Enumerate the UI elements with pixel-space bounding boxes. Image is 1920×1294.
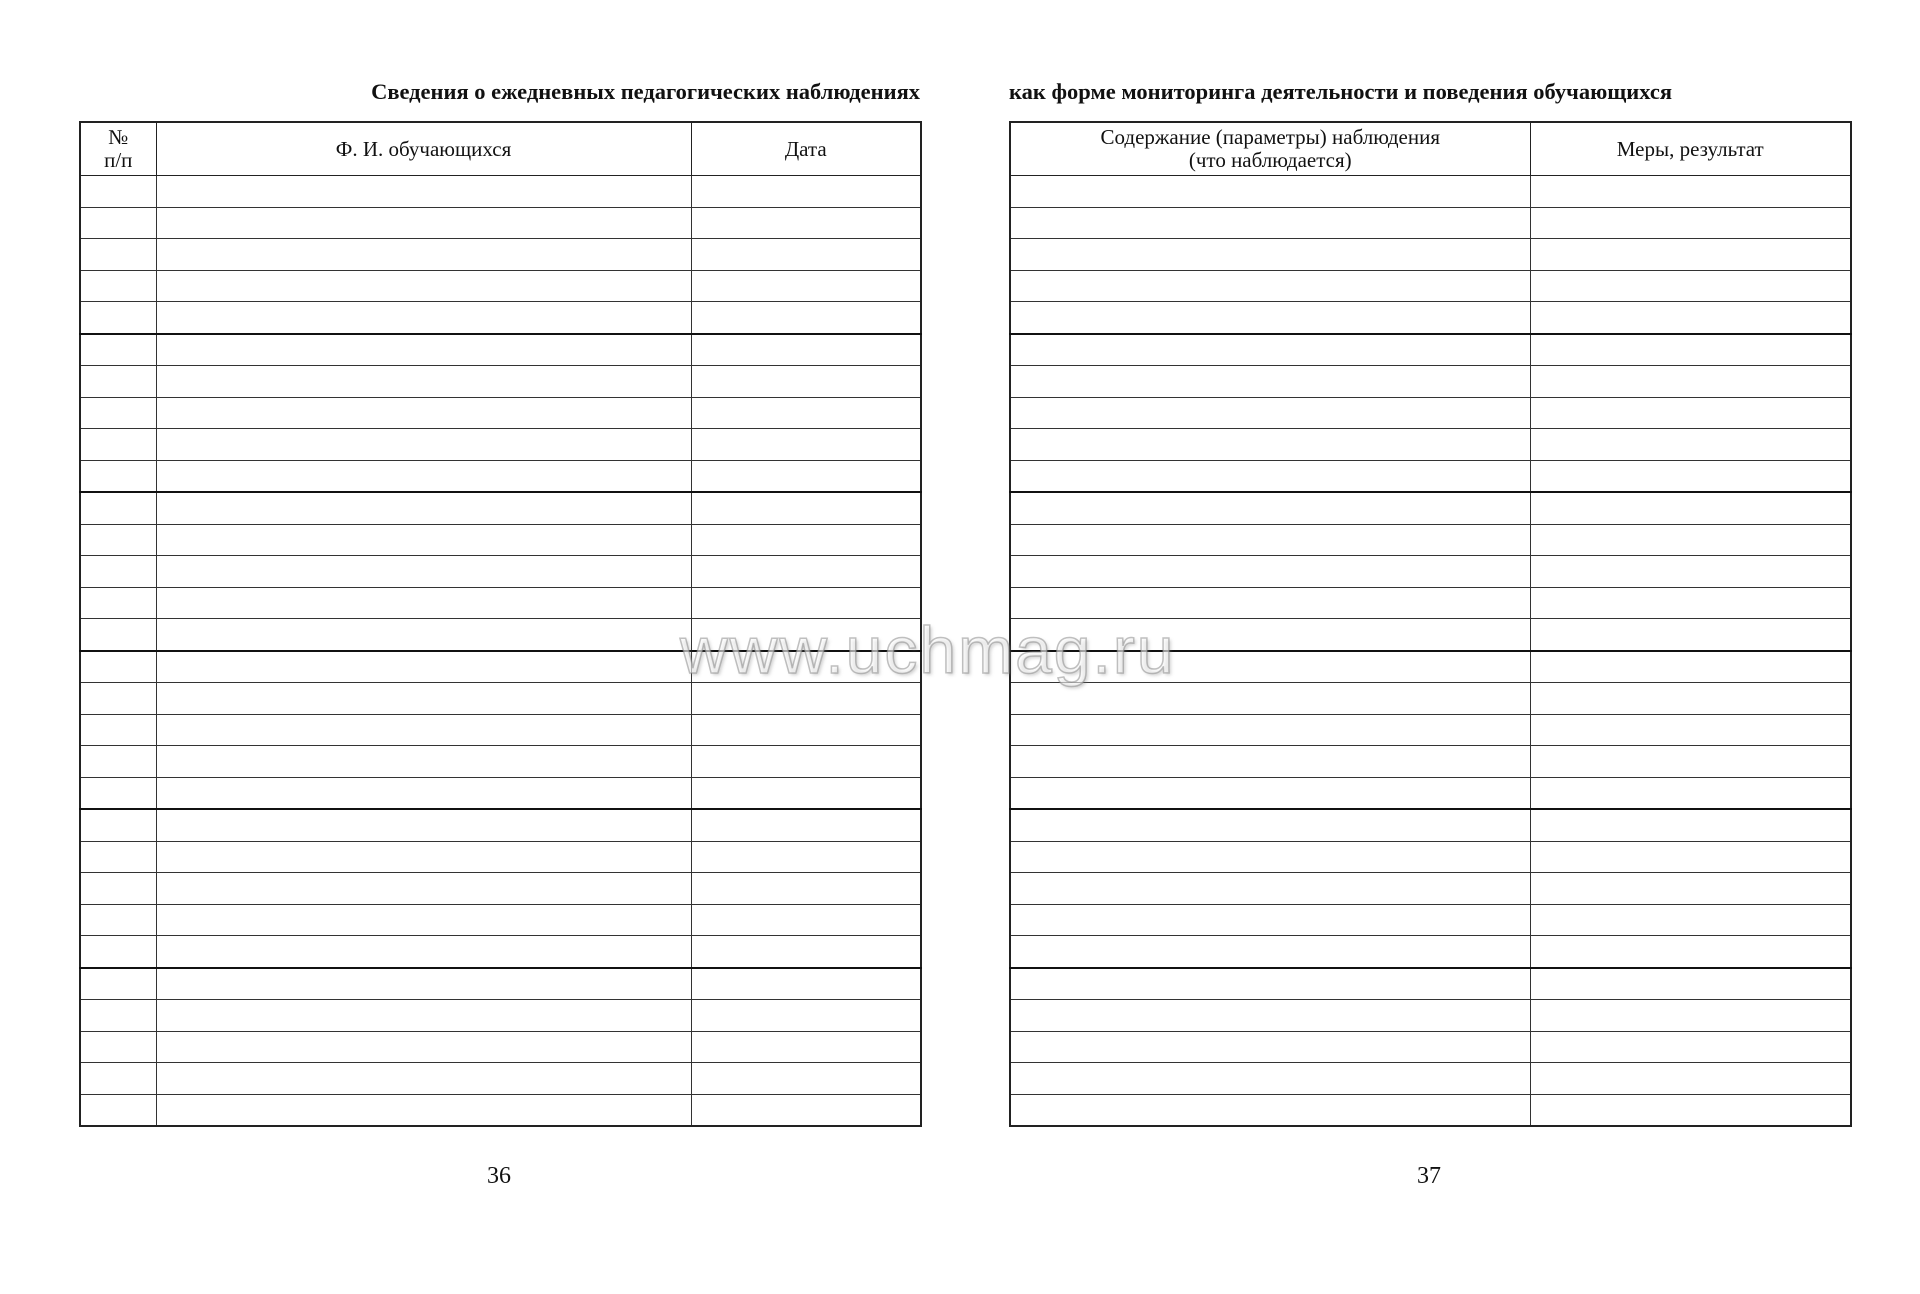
left-table-cell: [156, 714, 691, 746]
table-row: [1010, 556, 1851, 588]
table-row: [80, 968, 921, 1000]
right-table-cell: [1010, 746, 1530, 778]
table-row: [80, 619, 921, 651]
left-table-cell: [80, 651, 156, 683]
table-header-row: [80, 122, 921, 176]
left-table-cell: [80, 397, 156, 429]
table-row: [80, 904, 921, 936]
left-table-cell: [691, 841, 921, 873]
right-table-cell: [1010, 873, 1530, 905]
left-table-cell: [80, 1094, 156, 1126]
left-table-cell: [80, 936, 156, 968]
right-table-cell: [1530, 492, 1851, 524]
left-table-cell: [691, 460, 921, 492]
table-row: [1010, 1000, 1851, 1032]
left-table-cell: [80, 270, 156, 302]
left-table-cell: [156, 334, 691, 366]
left-table-cell: [691, 587, 921, 619]
table-header-row: [1010, 122, 1851, 176]
left-table-cell: [691, 746, 921, 778]
left-table-cell: [80, 1063, 156, 1095]
table-row: [1010, 1031, 1851, 1063]
left-table-cell: [80, 1031, 156, 1063]
right-table-cell: [1530, 746, 1851, 778]
left-table-cell: [80, 366, 156, 398]
table-row: [80, 746, 921, 778]
left-table-cell: [691, 429, 921, 461]
left-table-cell: [691, 651, 921, 683]
table-row: [1010, 460, 1851, 492]
table-row: [1010, 397, 1851, 429]
column-header-observation-content: [1010, 122, 1530, 176]
right-table-cell: [1010, 683, 1530, 715]
table-row: [80, 1063, 921, 1095]
right-table-cell: [1010, 651, 1530, 683]
left-table-cell: [80, 302, 156, 334]
left-table-cell: [691, 239, 921, 271]
left-table-cell: [156, 968, 691, 1000]
right-table-cell: [1010, 207, 1530, 239]
right-table-cell: [1530, 777, 1851, 809]
table-row: [80, 1000, 921, 1032]
right-table-cell: [1010, 429, 1530, 461]
left-table-cell: [156, 524, 691, 556]
column-header-date: [691, 122, 921, 176]
left-table-cell: [691, 904, 921, 936]
left-table-cell: [691, 809, 921, 841]
column-header-number-label: № п/п: [104, 125, 133, 172]
table-row: [1010, 366, 1851, 398]
right-table-cell: [1530, 809, 1851, 841]
table-row: [1010, 270, 1851, 302]
left-table-cell: [80, 524, 156, 556]
left-table-cell: [691, 492, 921, 524]
right-table-cell: [1010, 334, 1530, 366]
table-row: [80, 556, 921, 588]
left-table-cell: [156, 239, 691, 271]
right-table-cell: [1010, 936, 1530, 968]
right-table-cell: [1010, 1031, 1530, 1063]
right-table-cell: [1010, 556, 1530, 588]
left-table-cell: [80, 239, 156, 271]
column-header-measures-result: [1530, 122, 1851, 176]
right-table-cell: [1530, 1031, 1851, 1063]
table-row: [1010, 1094, 1851, 1126]
left-table-cell: [80, 873, 156, 905]
right-table-cell: [1530, 936, 1851, 968]
right-table-cell: [1530, 429, 1851, 461]
left-table-cell: [156, 873, 691, 905]
left-table-cell: [156, 1031, 691, 1063]
table-row: [80, 841, 921, 873]
right-table-cell: [1010, 239, 1530, 271]
table-row: [80, 651, 921, 683]
right-table-cell: [1530, 904, 1851, 936]
left-table-cell: [80, 207, 156, 239]
table-row: [1010, 429, 1851, 461]
right-table-cell: [1530, 366, 1851, 398]
left-table-cell: [691, 683, 921, 715]
left-table-cell: [691, 556, 921, 588]
right-table-cell: [1010, 1094, 1530, 1126]
right-page-title: как форме мониторинга деятельности и поведения обучающихся: [1009, 79, 1673, 104]
left-table-cell: [691, 1094, 921, 1126]
left-table-cell: [156, 809, 691, 841]
table-row: [80, 397, 921, 429]
left-table-cell: [80, 904, 156, 936]
table-row: [80, 1031, 921, 1063]
table-row: [1010, 239, 1851, 271]
left-table-cell: [156, 683, 691, 715]
table-row: [80, 366, 921, 398]
left-table-cell: [691, 397, 921, 429]
right-table-cell: [1010, 587, 1530, 619]
left-table-cell: [80, 714, 156, 746]
table-row: [80, 936, 921, 968]
right-table-cell: [1530, 683, 1851, 715]
table-row: [80, 176, 921, 208]
left-table-cell: [691, 207, 921, 239]
right-table-cell: [1010, 524, 1530, 556]
right-table-cell: [1530, 270, 1851, 302]
left-table-cell: [156, 777, 691, 809]
table-row: [80, 429, 921, 461]
table-body-left: [80, 176, 921, 1127]
right-table-cell: [1010, 841, 1530, 873]
left-table-cell: [156, 366, 691, 398]
table-row: [1010, 176, 1851, 208]
table-row: [1010, 1063, 1851, 1095]
table-row: [1010, 746, 1851, 778]
table-body-right: [1010, 176, 1851, 1127]
right-table-cell: [1530, 460, 1851, 492]
table-row: [80, 524, 921, 556]
left-table-cell: [691, 270, 921, 302]
observation-table-left: [79, 121, 922, 1127]
left-table-cell: [156, 936, 691, 968]
table-row: [1010, 492, 1851, 524]
right-table-cell: [1010, 460, 1530, 492]
right-table-cell: [1010, 366, 1530, 398]
table-row: [80, 873, 921, 905]
right-table-cell: [1530, 302, 1851, 334]
right-table-cell: [1010, 492, 1530, 524]
left-table-cell: [156, 429, 691, 461]
right-table-cell: [1010, 714, 1530, 746]
right-table-cell: [1010, 777, 1530, 809]
left-table-cell: [691, 777, 921, 809]
table-row: [80, 777, 921, 809]
right-table-cell: [1010, 270, 1530, 302]
left-table-cell: [80, 746, 156, 778]
column-header-student-name-label: Ф. И. обучающихся: [335, 136, 512, 161]
right-table-cell: [1530, 873, 1851, 905]
right-table-cell: [1530, 524, 1851, 556]
column-header-observation-content-label: Содержание (параметры) наблюдения (что наблюдается): [1100, 125, 1441, 172]
table-row: [1010, 968, 1851, 1000]
left-table-cell: [691, 1063, 921, 1095]
left-table-cell: [691, 873, 921, 905]
page-number-right: 37: [1417, 1163, 1441, 1189]
table-row: [80, 683, 921, 715]
table-row: [1010, 841, 1851, 873]
column-header-number: [80, 122, 156, 176]
table-row: [80, 239, 921, 271]
right-table-cell: [1530, 1000, 1851, 1032]
table-row: [1010, 524, 1851, 556]
table-row: [1010, 904, 1851, 936]
left-table-cell: [156, 587, 691, 619]
table-row: [80, 334, 921, 366]
left-table-cell: [691, 1031, 921, 1063]
left-table-cell: [80, 1000, 156, 1032]
left-table-cell: [80, 176, 156, 208]
left-table-cell: [80, 429, 156, 461]
column-header-measures-result-label: Меры, результат: [1616, 136, 1764, 161]
left-table-cell: [80, 334, 156, 366]
left-table-cell: [80, 587, 156, 619]
right-table-cell: [1010, 302, 1530, 334]
right-table-cell: [1530, 651, 1851, 683]
left-table-cell: [80, 841, 156, 873]
table-row: [80, 492, 921, 524]
right-table-cell: [1530, 619, 1851, 651]
table-row: [80, 302, 921, 334]
left-table-cell: [156, 270, 691, 302]
column-header-student-name: [156, 122, 691, 176]
left-table-cell: [691, 334, 921, 366]
left-table-cell: [156, 841, 691, 873]
right-table-cell: [1530, 334, 1851, 366]
left-table-cell: [156, 1063, 691, 1095]
table-row: [80, 460, 921, 492]
left-table-cell: [80, 683, 156, 715]
right-table-cell: [1010, 1063, 1530, 1095]
table-row: [1010, 651, 1851, 683]
right-table-cell: [1530, 1063, 1851, 1095]
table-row: [1010, 777, 1851, 809]
left-table-cell: [80, 556, 156, 588]
left-table-cell: [156, 460, 691, 492]
table-row: [80, 270, 921, 302]
left-table-cell: [691, 619, 921, 651]
table-row: [1010, 619, 1851, 651]
right-table-cell: [1010, 968, 1530, 1000]
left-page-title: Сведения о ежедневных педагогических наблюдениях: [371, 79, 920, 104]
column-header-date-label: Дата: [784, 136, 827, 161]
left-table-cell: [156, 492, 691, 524]
observation-table-right: [1009, 121, 1852, 1127]
table-row: [1010, 207, 1851, 239]
left-table-cell: [156, 207, 691, 239]
right-table-cell: [1530, 239, 1851, 271]
table-row: [1010, 873, 1851, 905]
left-table-cell: [80, 460, 156, 492]
right-table-cell: [1530, 397, 1851, 429]
left-table-cell: [691, 714, 921, 746]
left-table-cell: [156, 397, 691, 429]
left-table-cell: [691, 302, 921, 334]
right-table-cell: [1010, 397, 1530, 429]
right-table-cell: [1530, 841, 1851, 873]
table-row: [1010, 334, 1851, 366]
left-table-cell: [156, 619, 691, 651]
table-row: [80, 714, 921, 746]
left-table-cell: [156, 176, 691, 208]
left-table-cell: [156, 651, 691, 683]
table-row: [80, 587, 921, 619]
right-table-cell: [1530, 207, 1851, 239]
table-row: [1010, 587, 1851, 619]
table-row: [80, 1094, 921, 1126]
right-table-cell: [1530, 587, 1851, 619]
right-table-cell: [1010, 809, 1530, 841]
left-table-cell: [691, 936, 921, 968]
table-row: [80, 207, 921, 239]
left-table-cell: [691, 968, 921, 1000]
page-number-left: 36: [487, 1163, 511, 1189]
left-table-cell: [691, 366, 921, 398]
right-table-cell: [1530, 714, 1851, 746]
right-table-cell: [1010, 904, 1530, 936]
right-page: [960, 0, 1920, 1294]
table-row: [1010, 683, 1851, 715]
table-row: [1010, 936, 1851, 968]
left-table-cell: [80, 968, 156, 1000]
left-table-cell: [156, 1094, 691, 1126]
table-row: [1010, 302, 1851, 334]
left-table-cell: [80, 492, 156, 524]
right-table-cell: [1010, 1000, 1530, 1032]
right-table-cell: [1530, 1094, 1851, 1126]
left-table-cell: [691, 1000, 921, 1032]
watermark: www.uchmag.ru: [680, 613, 1176, 687]
left-table-cell: [691, 176, 921, 208]
right-table-cell: [1010, 176, 1530, 208]
table-row: [80, 809, 921, 841]
left-table-cell: [156, 904, 691, 936]
table-row: [1010, 714, 1851, 746]
right-table-cell: [1530, 968, 1851, 1000]
right-table-cell: [1010, 619, 1530, 651]
right-table-cell: [1530, 556, 1851, 588]
left-table-cell: [156, 302, 691, 334]
left-table-cell: [156, 556, 691, 588]
left-table-cell: [156, 746, 691, 778]
left-table-cell: [691, 524, 921, 556]
left-table-cell: [80, 777, 156, 809]
left-table-cell: [80, 809, 156, 841]
table-row: [1010, 809, 1851, 841]
right-table-cell: [1530, 176, 1851, 208]
left-table-cell: [156, 1000, 691, 1032]
left-table-cell: [80, 619, 156, 651]
